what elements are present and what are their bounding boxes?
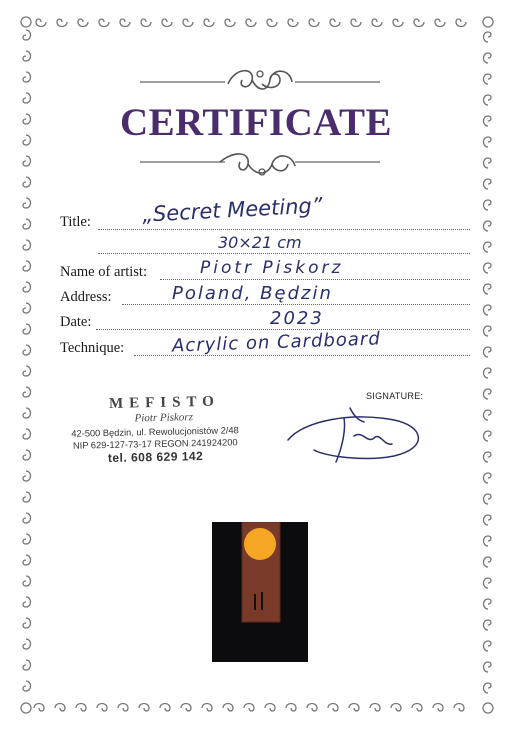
stamp-address: 42-500 Będzin, ul. Rewolucjonistów 2/48 (71, 425, 239, 439)
stamp-ids: NIP 629-127-73-17 REGON 241924200 (72, 437, 238, 451)
artist-stamp (54, 393, 255, 466)
date-value: 2023 (270, 308, 324, 329)
stamp-phone: tel. 608 629 142 (107, 448, 204, 465)
artwork-thumbnail (212, 522, 308, 662)
address-field-label: Address: (60, 289, 112, 305)
artist-value: Piotr Piskorz (200, 258, 344, 278)
stamp-brand: MEFISTO (108, 393, 221, 412)
signature-label: SIGNATURE: (366, 391, 424, 401)
top-flourish-ornament (140, 62, 380, 102)
title-field-label: Title: (60, 214, 91, 230)
title-value: „Secret Meeting” (141, 193, 324, 227)
technique-field-label: Technique: (60, 340, 125, 356)
size-value: 30×21 cm (218, 233, 302, 252)
title-dotted-line (98, 229, 470, 230)
date-dotted-line (96, 329, 470, 330)
address-dotted-line (122, 304, 470, 305)
bottom-flourish-ornament (140, 148, 380, 184)
artist-dotted-line (160, 279, 470, 280)
stamp-owner: Piotr Piskorz (134, 411, 194, 425)
address-value: Poland, Będzin (172, 283, 333, 304)
size-dotted-line (98, 253, 470, 254)
certificate-title: CERTIFICATE (119, 101, 393, 144)
technique-value: Acrylic on Cardboard (171, 328, 382, 357)
artwork-image (212, 522, 308, 662)
artist-field-label: Name of artist: (60, 264, 147, 280)
handwritten-signature (284, 400, 434, 470)
date-field-label: Date: (60, 314, 92, 330)
